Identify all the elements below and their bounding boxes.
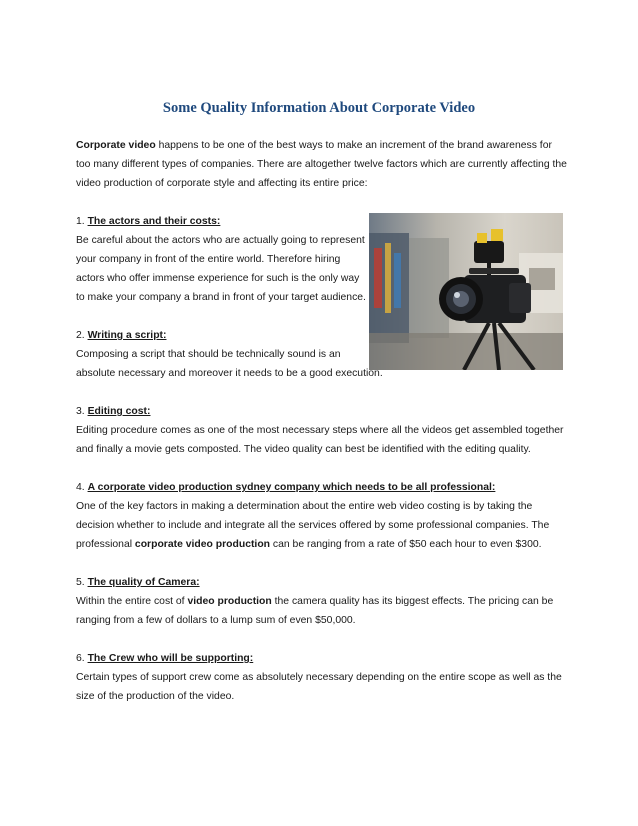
section-body-5-text-end: the camera quality has its biggest effects. The pricing can be ranging from a few of dollars to a lump sum of even $50,000. <box>76 596 554 626</box>
section-body-1: Be careful about the actors who are actually going to represent your company in front of the entire world. Therefore hiring actors who offer immense experience for such is the only way to make your company a brand in front of your target audience. <box>76 235 366 303</box>
section-body-5-bold-term: video production <box>187 596 272 607</box>
section-heading-link-2[interactable]: Writing a script: <box>87 330 167 341</box>
section-number: 4. <box>76 482 88 493</box>
intro-bold-term: Corporate video <box>76 140 156 151</box>
intro-text: happens to be one of the best ways to make an increment of the brand awareness for too many different types of companies. There are altogether twelve factors which are currently affecting the video production of corporate style and affecting its entire price: <box>76 140 567 189</box>
section-body-5 <box>76 592 568 630</box>
section-heading-2 <box>76 326 568 345</box>
section-body-4-text: One of the key factors in making a determination about the entire web video costing is by taking the decision whether to include and integrate all the services offered by some professional companies. The professional <box>76 501 550 550</box>
section-heading-1 <box>76 212 568 231</box>
section-body-6: Certain types of support crew come as absolutely necessary depending on the entire scope as well as the size of the production of the video. <box>76 672 562 702</box>
section-number: 3. <box>76 406 88 417</box>
section-number: 1. <box>76 216 88 227</box>
section-body-4-bold-term: corporate video production <box>134 539 271 550</box>
section-number: 6. <box>76 653 88 664</box>
section-heading-4 <box>76 478 568 497</box>
page-title: Some Quality Information About Corporate Video <box>162 100 476 116</box>
section-body-2-line-1: Composing a script that should be technically sound is an <box>76 349 341 360</box>
section-body-3: Editing procedure comes as one of the most necessary steps where all the videos get assembled together and finally a movie gets composted. The video quality can best be identified with the editing quality. <box>76 425 564 455</box>
section-number: 5. <box>76 577 88 588</box>
section-heading-link-3[interactable]: Editing cost: <box>87 406 151 417</box>
section-heading-3 <box>76 402 568 421</box>
section-body-5-text: Within the entire cost of <box>76 596 188 607</box>
section-body-2-line-2: absolute necessary and moreover it needs to be a good execution. <box>76 368 383 379</box>
section-number: 2. <box>76 330 88 341</box>
section-heading-5 <box>76 573 568 592</box>
section-heading-link-1[interactable]: The actors and their costs: <box>87 216 221 227</box>
section-body-4 <box>76 497 568 554</box>
section-heading-6 <box>76 649 568 668</box>
article-body <box>76 136 568 706</box>
section-heading-link-5[interactable]: The quality of Camera: <box>87 577 200 588</box>
section-heading-link-6[interactable]: The Crew who will be supporting: <box>87 653 254 664</box>
intro-paragraph <box>76 136 568 193</box>
section-body-4-text-end: can be ranging from a rate of $50 each hour to even $300. <box>270 539 542 550</box>
section-heading-link-4[interactable]: A corporate video production sydney company which needs to be all professional: <box>87 482 496 493</box>
